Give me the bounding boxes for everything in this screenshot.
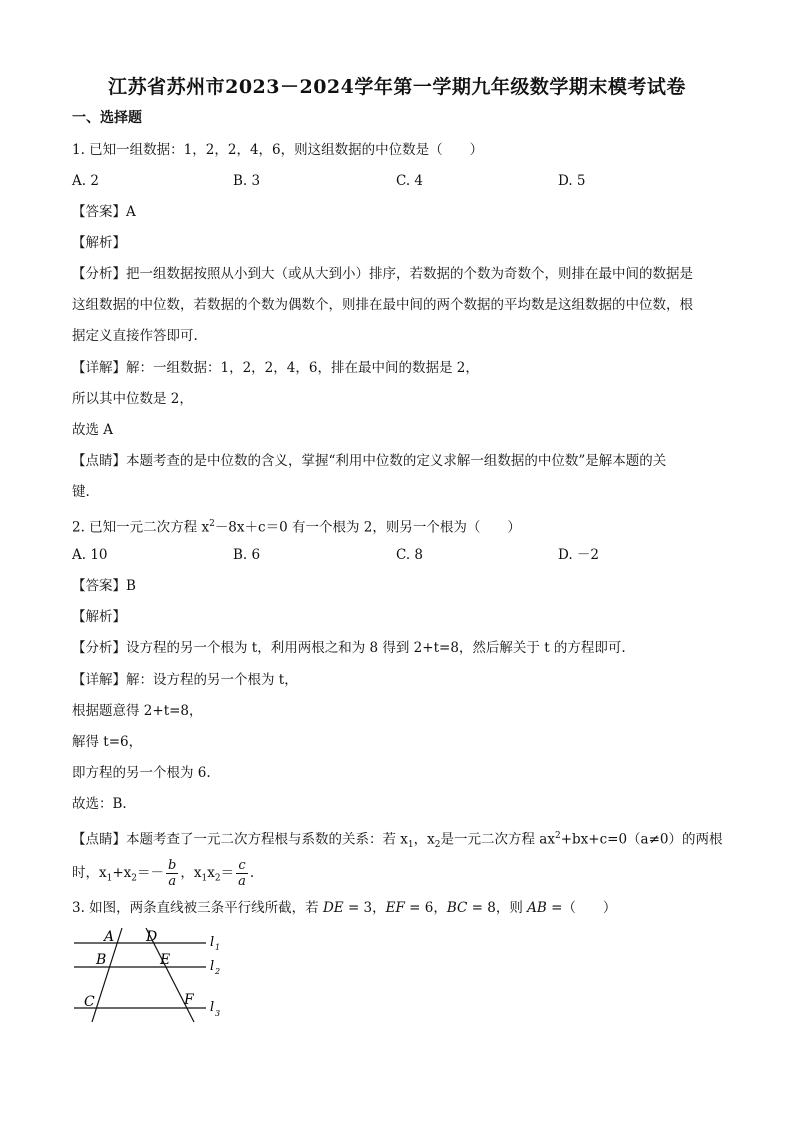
frac-b-over-a	[166, 858, 178, 889]
q1-fenxi-1: 【分析】把一组数据按照从小到大（或从大到小）排序，若数据的个数为奇数个，则排在最中间的数据是	[72, 266, 693, 282]
label-e: E	[160, 952, 171, 968]
q2-comment-g: ＝－	[137, 865, 165, 881]
label-l3: l	[210, 1000, 215, 1015]
label-l1: l	[210, 935, 215, 950]
q2-comment-sub2c: 2	[214, 873, 221, 884]
q3-de: DE	[322, 900, 344, 916]
q2-detail-3: 解得 t=6，	[72, 734, 143, 750]
frac-b-num: b	[168, 858, 177, 873]
q2-comment-sub2b: 2	[131, 873, 138, 884]
q3-ef: EF	[385, 900, 405, 916]
q2-fenxi: 【分析】设方程的另一个根为 t，利用两根之和为 8 得到 2+t=8，然后解关于 t 的方程即可.	[72, 640, 626, 656]
q2-comment-f: +x	[112, 865, 132, 881]
q1-option-d: D. 5	[558, 173, 586, 189]
q1-fenxi-3: 据定义直接作答即可.	[72, 328, 198, 344]
q1-option-b: B. 3	[233, 173, 261, 189]
q2-comment-line-2	[72, 856, 254, 896]
q3-stem-a: 3. 如图，两条直线被三条平行线所截，若	[72, 900, 323, 916]
q2-comment-sub1: 1	[407, 840, 414, 851]
q3-bc: BC	[446, 900, 468, 916]
label-l2-sub: 2	[215, 967, 221, 976]
q2-stem-a: 2. 已知一元二次方程 x	[72, 519, 210, 536]
q3-tail: =（ ）	[546, 900, 617, 916]
q2-stem-sup: 2	[209, 519, 215, 529]
q2-comment-j: ＝	[220, 865, 235, 881]
label-l3-sub: 3	[215, 1009, 221, 1018]
q2-option-b: B. 6	[233, 547, 261, 563]
q2-comment-k: .	[249, 865, 255, 881]
q1-stem: 1. 已知一组数据：1，2，2，4，6，则这组数据的中位数是（ ）	[72, 142, 484, 158]
q2-analysis: 【解析】	[72, 609, 126, 625]
q2-detail-5: 故选：B.	[72, 796, 127, 812]
q3-stem	[72, 898, 616, 918]
label-l1-sub: 1	[215, 943, 221, 952]
q3-figure	[66, 922, 236, 1026]
q2-stem-b: －8x＋c＝0 有一个根为 2，则另一个根为（ ）	[214, 519, 521, 536]
q3-ab: AB	[527, 900, 547, 916]
q3-sep2: ，	[433, 900, 447, 916]
q1-detail-3: 故选 A	[72, 422, 114, 438]
q1-fenxi-2: 这组数据的中位数，若数据的个数为偶数个，则排在最中间的两个数据的平均数是这组数据的中位数，根	[72, 297, 693, 313]
q2-option-c: C. 8	[396, 547, 424, 563]
label-d: D	[146, 929, 158, 945]
frac-c-den: a	[238, 874, 246, 889]
q3-eq3: = 3	[343, 900, 373, 916]
frac-c-num: c	[236, 858, 248, 874]
q2-comment-i: x	[207, 865, 215, 881]
q2-answer: 【答案】B	[72, 578, 136, 594]
label-f: F	[184, 992, 194, 1008]
q2-option-a: A. 10	[72, 547, 108, 563]
q1-detail-1: 【详解】解：一组数据：1，2，2，4，6，排在最中间的数据是 2，	[72, 360, 479, 376]
q1-detail-2: 所以其中位数是 2，	[72, 391, 193, 407]
section-heading: 一、选择题	[72, 110, 142, 126]
q2-comment-a: 【点睛】本题考查了一元二次方程根与系数的关系：若 x	[72, 831, 408, 848]
q3-sep3: ，则	[495, 900, 528, 916]
label-c: C	[84, 994, 95, 1010]
q1-comment-2: 键.	[72, 484, 90, 500]
q2-comment-d: +bx+c=0（a≠0）的两根	[560, 831, 723, 848]
label-b: B	[96, 952, 107, 968]
q2-detail-4: 即方程的另一个根为 6.	[72, 765, 211, 781]
q1-answer: 【答案】A	[72, 204, 136, 220]
q2-comment-c: 是一元二次方程 ax	[440, 831, 555, 848]
q2-comment-line-1	[72, 826, 723, 855]
frac-c-over-a	[236, 858, 248, 889]
q2-comment-sub1c: 1	[201, 873, 208, 884]
q2-comment-h: ，x	[180, 865, 202, 881]
q2-comment-sub2: 2	[434, 840, 441, 851]
q2-comment-e: 时，x	[72, 865, 107, 881]
q1-analysis: 【解析】	[72, 235, 126, 251]
q2-detail-2: 根据题意得 2+t=8，	[72, 703, 203, 719]
q3-eq8: = 8	[467, 900, 496, 916]
q3-sep1: ，	[372, 900, 386, 916]
q3-eq6: = 6	[404, 900, 434, 916]
q1-option-c: C. 4	[396, 173, 424, 189]
frac-b-den: a	[168, 874, 177, 889]
q2-detail-1: 【详解】解：设方程的另一个根为 t，	[72, 672, 298, 688]
q1-option-a: A. 2	[72, 173, 99, 189]
q2-option-d: D. －2	[558, 547, 600, 563]
q1-comment-1: 【点睛】本题考查的是中位数的含义，掌握“利用中位数的定义求解一组数据的中位数”是解本题的关	[72, 453, 667, 469]
q2-stem	[72, 514, 521, 538]
q2-comment-b: ，x	[413, 831, 435, 848]
q2-comment-sub1b: 1	[106, 873, 113, 884]
label-l2: l	[210, 959, 215, 974]
page-title: 江苏省苏州市2023－2024学年第一学期九年级数学期末模考试卷	[108, 76, 686, 98]
label-a: A	[104, 929, 115, 945]
q2-comment-sup: 2	[554, 831, 561, 841]
